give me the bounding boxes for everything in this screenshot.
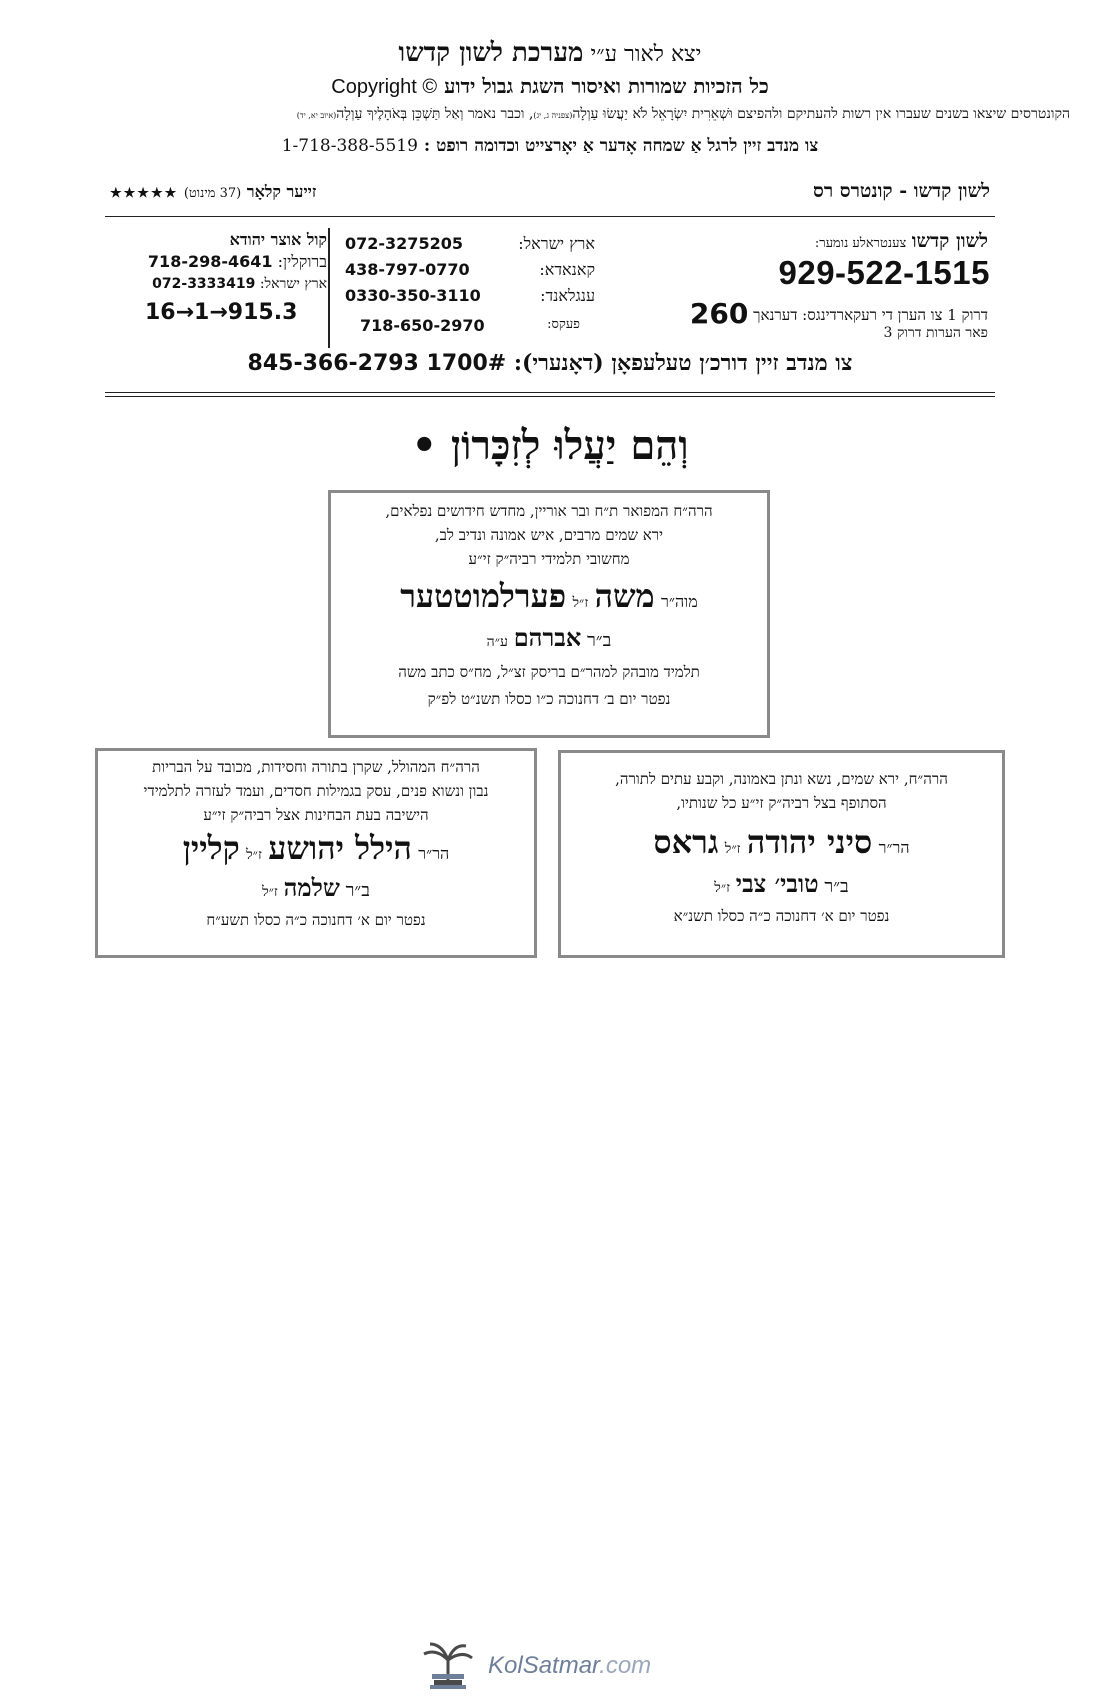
brand-line — [815, 230, 988, 253]
verse-source-2: (איוב יא, יד) — [296, 111, 337, 120]
verse-text: הקונטרסים שיצאו בשנים שעברו אין רשות להעתיקם ולהפיצם וּשְׁאֵרִית יִשְׂרָאֵל לֹא יַעֲשׂוּ עַוְלָה — [572, 106, 1070, 122]
rating-stars-icon: ★★★★★ — [110, 186, 179, 201]
palm-tree-books-icon — [418, 1640, 478, 1690]
father-prefix: ב״ר — [824, 876, 849, 897]
memorial-last-name: גראס — [653, 823, 719, 861]
memorial-last-name: פערלמוטטער — [400, 577, 567, 615]
drum-number: 260 — [689, 297, 749, 330]
kolsatmar-logo[interactable] — [418, 1640, 678, 1690]
divider-double-1 — [105, 392, 995, 393]
memorial-death-line: נפטר יום א׳ דחנוכה כ״ה כסלו תשנ״א — [673, 907, 890, 925]
memorial-first-name: הילל יהושע — [268, 829, 412, 867]
memorial-death-line: נפטר יום ב׳ דחנוכה כ״ו כסלו תשנ״ט לפ״ק — [427, 690, 671, 708]
memorial-desc: ירא שמים מרבים, איש אמונה ונדיב לב, — [434, 526, 664, 544]
canada-row — [345, 260, 595, 280]
memorial-name — [331, 577, 767, 615]
memorial-name — [98, 829, 534, 867]
memorial-desc: הרה״ח המפואר ת״ח ובר אוריין, מחדש חידושים נפלאים, — [385, 502, 713, 520]
memorial-desc: הרה״ח, ירא שמים, נשא ונתן באמונה, וקבע עתים לתורה, — [615, 770, 948, 788]
publisher-prefix: יצא לאור ע״י — [590, 42, 702, 67]
series-title: לשון קדשו - קונטרס רס — [813, 180, 990, 202]
fax-phone[interactable]: 718-650-2970 — [360, 316, 485, 335]
brooklyn-row — [127, 252, 327, 272]
otzar-israel-label: ארץ ישראל: — [259, 276, 327, 292]
copyright-label: Copyright © — [331, 76, 438, 98]
dedication-title: וְהֵם יַעֲלוּ לְזִכָּרוֹן • — [411, 422, 689, 469]
otzar-code: 16→1→915.3 — [145, 300, 298, 325]
publisher-name: מערכת לשון קדשו — [398, 38, 584, 68]
verse-source: (צפניה ג, יג) — [533, 111, 573, 120]
england-label: ענגלאנד: — [540, 286, 595, 305]
father-name: טובי׳ צבי — [735, 869, 819, 898]
dial-text: צו מנדב זיין דורכ׳ן טעלעפאָן (דאָנערי): — [513, 350, 853, 376]
rights-text: כל הזכיות שמורות ואיסור השגת גבול ידוע — [444, 74, 769, 98]
memorial-title-prefix: הר״ר — [418, 844, 450, 863]
duration: (37 מינוט) — [183, 186, 242, 201]
logo-name: KolSatmar — [488, 1652, 600, 1679]
memorial-death-line: נפטר יום א׳ דחנוכה כ״ה כסלו תשע״ח — [206, 911, 426, 929]
israel-phone[interactable]: 072-3275205 — [345, 234, 463, 253]
divider-vertical — [328, 228, 330, 348]
father-name: שלמה — [283, 873, 340, 902]
canada-label: קאנאדא: — [539, 260, 595, 279]
father-prefix: ב״ר — [345, 880, 370, 901]
memorial-last-name: קליין — [182, 829, 240, 867]
brooklyn-phone[interactable]: 718-298-4641 — [147, 252, 273, 271]
memorial-desc: הישיבה בעת הבחינות אצל רביה״ק זי״ע — [203, 806, 429, 824]
father-mark: ע״ה — [486, 634, 508, 650]
notes-line: פאר הערות דרוק 3 — [883, 325, 988, 341]
publisher-line — [0, 38, 1100, 68]
sponsor-line — [0, 136, 1100, 156]
memorial-mark: ז״ל — [724, 841, 741, 857]
dial-number[interactable]: 845-366-2793 1700# — [247, 351, 507, 376]
otzar-title: קול אוצר יהודא — [229, 230, 327, 249]
canada-phone[interactable]: 438-797-0770 — [345, 260, 470, 279]
fax-label: פעקס: — [547, 317, 580, 332]
rating-line — [110, 182, 316, 202]
memorial-desc: הסתופף בצל רביה״ק זי״ע כל שנותיו, — [676, 794, 887, 812]
copyright-line — [0, 74, 1100, 99]
father-mark: ז״ל — [262, 884, 278, 900]
sponsor-phone: 1-718-388-5519 — [281, 136, 418, 156]
main-phone[interactable]: 929-522-1515 — [778, 254, 990, 291]
logo-domain: .com — [599, 1652, 652, 1679]
memorial-mark: ז״ל — [572, 595, 589, 611]
reader-name: זייער קלאָר — [246, 182, 317, 201]
israel-row — [345, 234, 595, 254]
reprint-notice — [30, 106, 1070, 123]
memorial-mark: ז״ל — [246, 847, 262, 863]
israel-label: ארץ ישראל: — [518, 234, 595, 253]
father-prefix: ב״ר — [586, 630, 612, 651]
logo-text — [488, 1652, 651, 1680]
england-row — [345, 286, 595, 306]
father-name: אברהם — [513, 623, 582, 652]
brand-name: לשון קדשו — [911, 230, 988, 252]
memorial-desc: הרה״ח המהולל, שקרן בתורה וחסידות, מכובד על הבריות — [152, 758, 480, 776]
verse-text-2: , וכבר נאמר וְאַל תַּשְׁכֵּן בְּאֹהָלֶיךָ עַוְלָה — [336, 106, 534, 122]
dial-line — [0, 350, 1100, 376]
memorial-box-top — [328, 490, 770, 738]
memorial-desc: מחשובי תלמידי רביה״ק זי״ע — [468, 550, 630, 568]
memorial-father — [98, 873, 534, 903]
brooklyn-label: ברוקלין: — [277, 252, 327, 271]
memorial-student-line: תלמיד מובהק למהר״ם בריסק זצ״ל, מח״ס כתב משה — [398, 663, 700, 681]
father-mark: ז״ל — [714, 880, 731, 896]
memorial-title-prefix: מוה״ר — [661, 592, 698, 611]
divider-top — [105, 216, 995, 217]
fax-row — [360, 316, 580, 335]
divider-double-2 — [105, 396, 995, 397]
memorial-father — [331, 623, 767, 653]
central-label: צענטראלע נומער: — [814, 236, 907, 251]
otzar-israel-row — [127, 276, 327, 293]
england-phone[interactable]: 0330-350-3110 — [345, 286, 481, 305]
sponsor-text: צו מנדב זיין לרגל אַ שמחה אָדער אַ יאָרצייט וכדומה רופט : — [423, 136, 819, 156]
drum-text: דרוק 1 צו הערן די רעקארדינגס: דערנאך — [753, 306, 988, 324]
memorial-father — [561, 869, 1002, 899]
memorial-first-name: משה — [594, 577, 655, 615]
memorial-box-left — [95, 748, 537, 958]
memorial-box-right — [558, 750, 1005, 958]
memorial-title-prefix: הר״ר — [878, 838, 910, 857]
memorial-name — [561, 823, 1002, 861]
otzar-israel-phone[interactable]: 072-3333419 — [152, 276, 256, 292]
memorial-desc: נבון ונשוא פנים, עסק בגמילות חסדים, ועמד לעזרה לתלמידי — [143, 782, 489, 800]
memorial-first-name: סיני יהודה — [746, 823, 873, 861]
